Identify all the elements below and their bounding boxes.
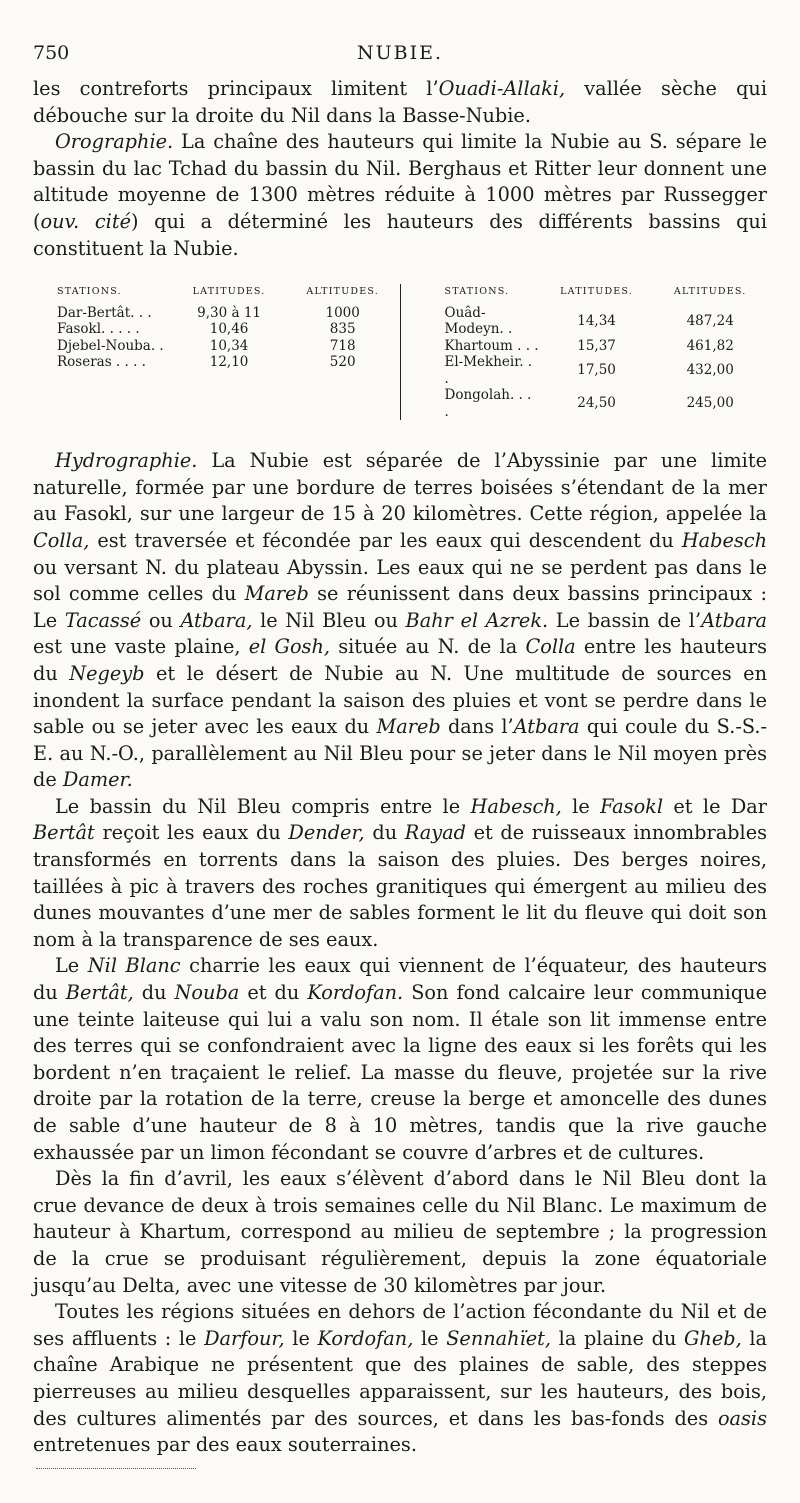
paragraph-crue: Dès la fin d’avril, les eaux s’élèvent d’abord dans le Nil Bleu dont la crue devance de deux à trois semaines celle du Nil Blanc. Le maximum de hauteur à Khartum, correspond au milieu de septembre ; la progression de la crue se produisant régulièrement, depuis la zone équatoriale jusqu’au Delta, avec une vitesse de 30 kilomètres par jour. [33, 1167, 767, 1297]
station-latitude: 12,10 [209, 354, 249, 371]
stations-table-right [400, 284, 768, 420]
table-header-row [401, 284, 768, 305]
station-altitude: 432,00 [686, 362, 734, 379]
station-altitude: 520 [329, 354, 356, 371]
station-altitude: 1000 [325, 304, 360, 321]
station-name: El-Mekheir. . . [444, 354, 533, 387]
column-header-latitudes: LATITUDES. [192, 286, 266, 298]
column-header-altitudes: ALTITUDES. [673, 286, 747, 298]
table-row [33, 354, 400, 371]
station-name: Khartoum . . . [444, 337, 539, 354]
paragraph-orographie: Orographie. La chaîne des hauteurs qui limite la Nubie au S. sépare le bassin du lac Tchad du bassin du Nil. Berghaus et Ritter leur donnent une altitude moyenne de 1300 mètres réduite à 1000 mètres par Russegger (ouv. cité) qui a déterminé les hauteurs des différents bassins qui constituent la Nubie. [33, 130, 768, 260]
station-latitude: 24,50 [577, 395, 616, 412]
page-number: 750 [33, 42, 70, 64]
station-latitude: 10,34 [209, 337, 249, 354]
table-row [33, 305, 400, 322]
station-name: Roseras . . . . [57, 354, 146, 371]
paragraph-continuation: les contreforts principaux limitent l’Ouadi-Allaki, vallée sèche qui débouche sur la droite du Nil dans la Basse-Nubie. [33, 77, 768, 127]
table-row [401, 354, 768, 387]
table-row [33, 321, 400, 338]
station-name: Dar-Bertât. . . [57, 304, 152, 321]
station-latitude: 15,37 [577, 337, 616, 354]
station-altitude: 461,82 [686, 337, 734, 354]
page-header [33, 42, 767, 76]
station-altitude: 487,24 [686, 312, 734, 329]
table-row [33, 338, 400, 355]
paragraph-nil-bleu: Le bassin du Nil Bleu compris entre le Habesch, le Fasokl et le Dar Bertât reçoit les eaux du Dender, du Rayad et de ruisseaux innombrables transformés en torrents dans la saison des pluies. Des berges noires, taillées à pic à travers des roches granitiques qui émergent au milieu des dunes mouvantes d’une mer de sables forment le lit du fleuve qui doit son nom à la transparence de ses eaux. [33, 794, 768, 951]
station-altitude: 718 [329, 337, 356, 354]
table-row [401, 305, 768, 338]
footer-rule [36, 1468, 196, 1469]
station-latitude: 14,34 [577, 312, 616, 329]
table-row [401, 338, 768, 355]
document-page [33, 42, 767, 1459]
station-latitude: 17,50 [577, 362, 616, 379]
table-row [401, 387, 768, 420]
table-header-row [33, 284, 400, 305]
paragraph-nil-blanc: Le Nil Blanc charrie les eaux qui viennent de l’équateur, des hauteurs du Bertât, du Nouba et du Kordofan. Son fond calcaire leur communique une teinte laiteuse qui lui a valu son nom. Il étale son lit immense entre des terres qui se confondraient avec la ligne des eaux si les forêts qui les bordent n’en traçaient le relief. La masse du fleuve, projetée sur la rive droite par la rotation de la terre, creuse la berge et amoncelle des dunes de sable d’une hauteur de 8 à 10 mètres, tandis que la rive gauche exhaussée par un limon fécondant se couvre d’arbres et de cultures. [33, 954, 767, 1164]
station-altitude: 835 [329, 321, 356, 338]
paragraph-regions: Toutes les régions situées en dehors de l’action fécondante du Nil et de ses affluents : le Darfour, le Kordofan, le Sennahïet, la plaine du Gheb, la chaîne Arabique ne présentent que des plaines de sable, des steppes pierreuses au milieu desquelles apparaissent, sur les hauteurs, des bois, des cultures alimentés par des sources, et dans les bas-fonds des oasis entretenues par des eaux souterraines. [33, 1300, 768, 1457]
stations-table [33, 284, 767, 420]
column-header-stations: STATIONS. [444, 286, 510, 298]
column-header-stations: STATIONS. [57, 286, 122, 298]
station-altitude: 245,00 [686, 395, 734, 412]
station-name: Djebel-Nouba. . [57, 337, 164, 354]
stations-table-left [33, 284, 400, 420]
paragraph-hydrographie: Hydrographie. La Nubie est séparée de l’Abyssinie par une limite naturelle, formée par une bordure de terres boisées s’étendant de la mer au Fasokl, sur une largeur de 15 à 20 kilomètres. Cette région, appelée la Colla, est traversée et fécondée par les eaux qui descendent du Habesch ou versant N. du plateau Abyssin. Les eaux qui ne se perdent pas dans le sol comme celles du Mareb se réunissent dans deux bassins principaux : Le Tacassé ou Atbara, le Nil Bleu ou Bahr el Azrek. Le bassin de l’Atbara est une vaste plaine, el Gosh, située au N. de la Colla entre les hauteurs du Negeyb et le désert de Nubie au N. Une multitude de sources en inondent la surface pendant la saison des pluies et vont se perdre dans le sable ou se jeter avec les eaux du Mareb dans l’Atbara qui coule du S.-S.-E. au N.-O., parallèlement au Nil Bleu pour se jeter dans le Nil moyen près de Damer. [33, 449, 768, 792]
column-header-latitudes: LATITUDES. [560, 286, 633, 298]
station-name: Fasokl. . . . . [57, 321, 140, 338]
station-latitude: 9,30 à 11 [197, 304, 261, 321]
running-title: NUBIE. [356, 42, 443, 64]
station-latitude: 10,46 [209, 321, 249, 338]
station-name: Ouâd-Modeyn. . [444, 304, 513, 338]
column-header-altitudes: ALTITUDES. [306, 286, 379, 298]
station-name: Dongolah. . . . [444, 387, 532, 420]
